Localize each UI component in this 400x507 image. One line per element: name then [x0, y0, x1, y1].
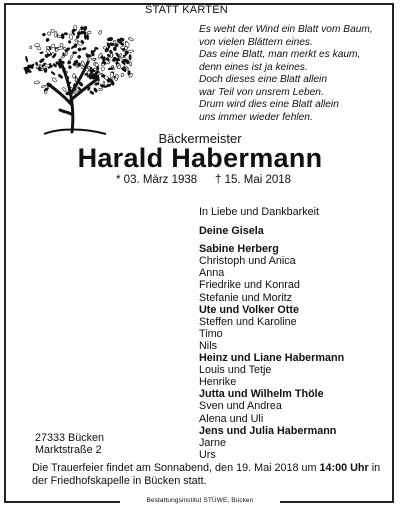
funeral-note	[32, 462, 387, 488]
address-line: 27333 Bücken	[35, 432, 105, 444]
funeral-note-text: Die Trauerfeier findet am Sonnabend, den 19. Mai 2018 um	[32, 462, 320, 474]
funeral-time: 14:00 Uhr	[319, 462, 369, 474]
address	[35, 432, 104, 456]
mourner-line: Stefanie und Moritz	[199, 291, 293, 304]
mourner-line: Jarne	[199, 436, 227, 449]
poem-line: Es weht der Wind ein Blatt vom Baum,	[199, 24, 373, 35]
poem-line: denn eines ist ja keines.	[199, 61, 308, 73]
mourner-line: Henrike	[199, 376, 237, 389]
mourner-line: Christoph und Anica	[199, 255, 296, 268]
poem-line: Das eine Blatt, man merkt es kaum,	[199, 49, 361, 60]
spouse-name: Deine Gisela	[199, 225, 264, 238]
header-label: STATT KARTEN	[145, 4, 228, 16]
mourner-line: Steffen und Karoline	[199, 315, 297, 328]
mourner-line: Friedrike und Konrad	[199, 279, 300, 292]
mourner-line: Alena und Uli	[199, 412, 264, 425]
mourner-line: Timo	[199, 327, 223, 340]
mourner-line: Jens und Julia Habermann	[199, 424, 337, 437]
mourner-line: Louis und Tetje	[199, 364, 272, 377]
tree-illustration	[14, 20, 134, 138]
mourner-line: Anna	[199, 267, 225, 280]
mourner-line: Nils	[199, 339, 217, 352]
poem-line: war Teil von unsrem Leben.	[199, 86, 324, 98]
poem-line: Drum wird dies eine Blatt allein	[199, 99, 339, 110]
mourners-list	[199, 206, 389, 461]
footer-label: Bestattungsinstitut STÜWE, Bücken	[146, 497, 254, 504]
mourner-line: Heinz und Liane Habermann	[199, 352, 345, 365]
funeral-note-text: in der Friedhofskapelle in Bücken statt.	[32, 462, 381, 487]
address-line: Marktstraße 2	[35, 444, 102, 457]
poem	[199, 24, 384, 124]
poem-line: Doch dieses eine Blatt allein	[199, 74, 327, 85]
mourner-line: Sven und Andrea	[199, 400, 282, 413]
birth-date: * 03. März 1938	[116, 174, 198, 186]
death-date: † 15. Mai 2018	[215, 174, 292, 186]
deceased-title: Bäckermeister	[158, 131, 242, 146]
mourner-line: Urs	[199, 448, 216, 461]
mourners-intro: In Liebe und Dankbarkeit	[199, 206, 320, 218]
deceased-name: Harald Habermann	[77, 143, 323, 173]
poem-line: uns immer wieder fehlen.	[199, 111, 313, 123]
mourner-line: Ute und Volker Otte	[199, 303, 299, 316]
poem-line: von vielen Blättern eines.	[199, 36, 313, 48]
mourner-line: Sabine Herberg	[199, 243, 279, 256]
mourner-line: Jutta und Wilhelm Thöle	[199, 388, 324, 401]
